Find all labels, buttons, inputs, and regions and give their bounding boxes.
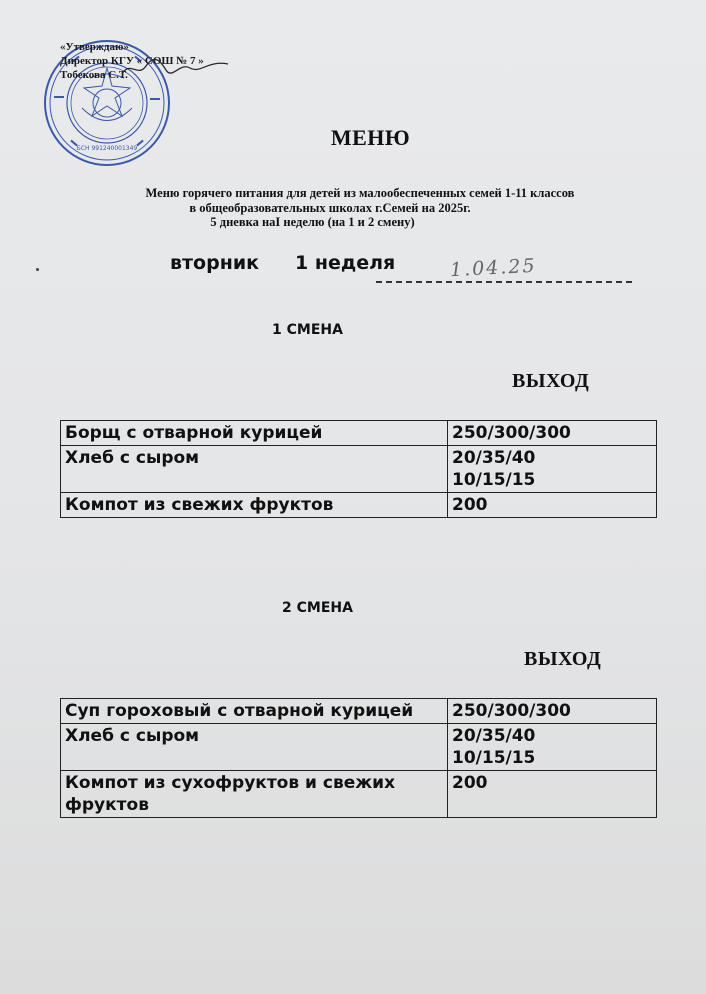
table-row: [61, 771, 657, 818]
page-title: МЕНЮ: [330, 125, 411, 150]
dish-name: Хлеб с сыром: [61, 446, 448, 493]
table-row: [61, 699, 657, 724]
approval-signatory: Тобекова С.Т.: [60, 69, 128, 81]
svg-text:БСН 991240001349: БСН 991240001349: [76, 145, 138, 152]
shift-2-menu-table: [60, 698, 657, 818]
subtitle-line-3: 5 дневка наI неделю (на 1 и 2 смену): [210, 215, 415, 229]
approval-director: Директор КГУ « СОШ № 7 »: [60, 55, 204, 67]
approval-heading: «Утверждаю»: [60, 41, 129, 53]
dish-name: Суп гороховый с отварной курицей: [61, 699, 448, 724]
table-row: [61, 446, 657, 493]
shift-1-exit-header: ВЫХОД: [512, 370, 590, 392]
subtitle-line-2: в общеобразовательных школах г.Семей на 2025г.: [189, 200, 471, 215]
table-row: [61, 421, 657, 446]
subtitle-line-1: Меню горячего питания для детей из малообеспеченных семей 1-11 классов: [145, 186, 575, 200]
dish-output: 200: [448, 493, 657, 518]
dish-output: 250/300/300: [448, 699, 657, 724]
table-row: [61, 724, 657, 771]
shift-2-exit-header: ВЫХОД: [524, 648, 602, 670]
date-dashed-line: [376, 281, 632, 283]
subtitle: [60, 186, 660, 230]
handwritten-date: 1.04.25: [449, 254, 538, 282]
dish-output: 20/35/40 10/15/15: [448, 446, 657, 493]
shift-1-label: 1 СМЕНА: [272, 322, 343, 338]
shift-2-label: 2 СМЕНА: [282, 600, 353, 616]
dish-name: Компот из свежих фруктов: [61, 493, 448, 518]
dish-name: Хлеб с сыром: [61, 724, 448, 771]
dish-output: 20/35/40 10/15/15: [448, 724, 657, 771]
shift-1-menu-table: [60, 420, 657, 518]
week-label: 1 неделя: [295, 252, 396, 274]
day-line: [170, 252, 395, 274]
stray-dot: [36, 268, 39, 271]
table-row: [61, 493, 657, 518]
dish-output: 200: [448, 771, 657, 818]
signature-icon: [120, 56, 230, 82]
dish-output: 250/300/300: [448, 421, 657, 446]
dish-name: Борщ с отварной курицей: [61, 421, 448, 446]
weekday: вторник: [170, 252, 260, 274]
dish-name: Компот из сухофруктов и свежих фруктов: [61, 771, 448, 818]
